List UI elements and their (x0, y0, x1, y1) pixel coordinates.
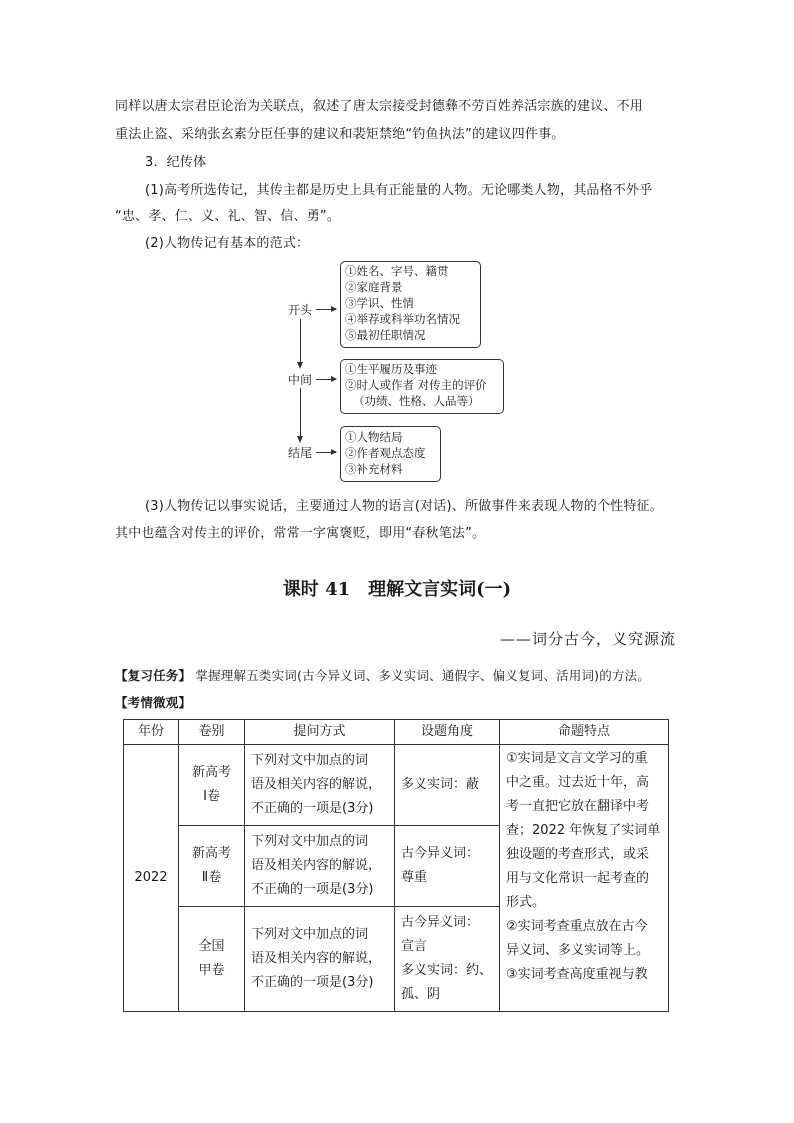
review-task-tag: 【复习任务】 (115, 668, 192, 683)
flow-connector-1-head (297, 362, 303, 369)
flow-start-item: ⑤最初任职情况 (345, 328, 426, 342)
paper-line: 全国 (198, 939, 225, 954)
table-header-row (124, 720, 669, 745)
flow-end-item: ①人物结局 (345, 430, 403, 444)
exam-overview-tag: 【考情微观】 (115, 695, 192, 710)
question-line: 语及相关内容的解说， (251, 858, 382, 873)
section-p2: (2)人物传记有基本的范式： (145, 236, 310, 251)
flow-end-item: ②作者观点态度 (345, 446, 426, 460)
feature-line: 异义词、多义实词等上。 (506, 943, 650, 958)
table-header: 提问方式 (245, 720, 395, 745)
angle-line: 尊重 (401, 870, 428, 885)
paper-line: 甲卷 (198, 963, 225, 978)
flow-connector-1 (300, 319, 301, 366)
angle-cell (395, 907, 500, 1012)
paper-line: Ⅰ卷 (203, 789, 220, 804)
section-p1-line-2: “忠、孝、仁、义、礼、智、信、勇”。 (115, 209, 341, 224)
angle-line: 多义实词：蔽 (401, 777, 480, 792)
table-header: 年份 (124, 720, 179, 745)
question-line: 语及相关内容的解说， (251, 951, 382, 966)
flow-middle-item: ②时人或作者 对传主的评价 (345, 378, 487, 392)
paper-line: 新高考 (191, 846, 231, 861)
angle-line: 多义实词：约、 (401, 963, 493, 978)
angle-line: 孤、阴 (401, 987, 441, 1002)
feature-line: ②实词考查重点放在古今 (506, 919, 648, 934)
flow-box-end (340, 426, 441, 482)
question-cell (245, 745, 395, 826)
feature-line: 用与文化常识一起考查的 (506, 871, 650, 886)
feature-line: 考一直把它放在翻译中考 (506, 799, 650, 814)
question-line: 语及相关内容的解说， (251, 777, 382, 792)
lesson-title: 课时 41 理解文言实词(一) (282, 579, 512, 600)
section-heading: 3．纪传体 (145, 155, 207, 170)
angle-line: 宣言 (401, 939, 428, 954)
question-line: 下列对文中加点的词 (251, 834, 369, 849)
flow-connector-2-head (297, 436, 303, 443)
section-p3-line-2: 其中也蕴含对传主的评价，常常一字寓褒贬，即用“春秋笔法”。 (115, 526, 486, 541)
section-p3-line-1: (3)人物传记以事实说话，主要通过人物的语言(对话)、所做事件来表现人物的个性特征。 (145, 499, 663, 514)
flow-middle-item: （功绩、性格、人品等） (353, 394, 480, 408)
table-row (124, 745, 669, 826)
feature-line: 形式。 (506, 895, 546, 910)
flow-connector-2 (300, 388, 301, 440)
feature-line: 中之重。过去近十年，高 (506, 775, 650, 790)
question-line: 不正确的一项是(3分) (251, 801, 374, 816)
flow-start-item: ③学识、性情 (345, 296, 414, 310)
paper-cell (179, 907, 245, 1012)
flow-start-item: ②家庭背景 (345, 280, 403, 294)
table-header: 命题特点 (500, 720, 669, 745)
question-cell (245, 907, 395, 1012)
feature-line: ③实词考查高度重视与教 (506, 967, 648, 982)
intro-line-2: 重法止盗、采纳张玄素分臣任事的建议和裴矩禁绝“钓鱼执法”的建议四件事。 (115, 127, 565, 142)
flow-middle-item: ①生平履历及事迹 (345, 362, 437, 376)
angle-cell (395, 826, 500, 907)
feature-line: 查；2022 年恢复了实词单 (506, 823, 661, 838)
flow-start-item: ④举荐或科举功名情况 (345, 312, 460, 326)
year-cell: 2022 (124, 745, 179, 1012)
paper-cell (179, 826, 245, 907)
flow-box-start (340, 261, 481, 348)
flow-label-end: 结尾 (288, 446, 313, 460)
flow-label-middle: 中间 (288, 373, 313, 387)
features-cell (500, 745, 669, 1012)
angle-cell (395, 745, 500, 826)
review-task-text: 掌握理解五类实词(古今异义词、多义实词、通假字、偏义复词、活用词)的方法。 (195, 668, 651, 683)
angle-line: 古今异义词： (401, 915, 480, 930)
review-task (115, 662, 650, 690)
paper-line: Ⅱ卷 (201, 870, 222, 885)
exam-table (123, 719, 669, 1012)
arrow-end (316, 452, 336, 453)
table-header: 卷别 (179, 720, 245, 745)
flow-label-start: 开头 (288, 303, 313, 317)
feature-line: 独设题的考查形式，或采 (506, 847, 650, 862)
table-header: 设题角度 (395, 720, 500, 745)
paper-cell (179, 745, 245, 826)
question-cell (245, 826, 395, 907)
flow-end-item: ③补充材料 (345, 462, 403, 476)
paper-line: 新高考 (191, 765, 231, 780)
arrow-middle (316, 379, 336, 380)
arrow-start (316, 309, 336, 310)
angle-line: 古今异义词： (401, 846, 480, 861)
question-line: 不正确的一项是(3分) (251, 882, 374, 897)
flow-start-item: ①姓名、字号、籍贯 (345, 264, 449, 278)
question-line: 下列对文中加点的词 (251, 753, 369, 768)
question-line: 下列对文中加点的词 (251, 927, 369, 942)
intro-line-1: 同样以唐太宗君臣论治为关联点，叙述了唐太宗接受封德彝不劳百姓养活宗族的建议、不用 (115, 99, 644, 114)
lesson-subtitle: ——词分古今，义究源流 (499, 630, 676, 648)
question-line: 不正确的一项是(3分) (251, 975, 374, 990)
feature-line: ①实词是文言文学习的重 (506, 751, 648, 766)
flow-box-middle (340, 359, 504, 414)
section-p1-line-1: (1)高考所选传记，其传主都是历史上具有正能量的人物。无论哪类人物，其品格不外乎 (145, 183, 653, 198)
